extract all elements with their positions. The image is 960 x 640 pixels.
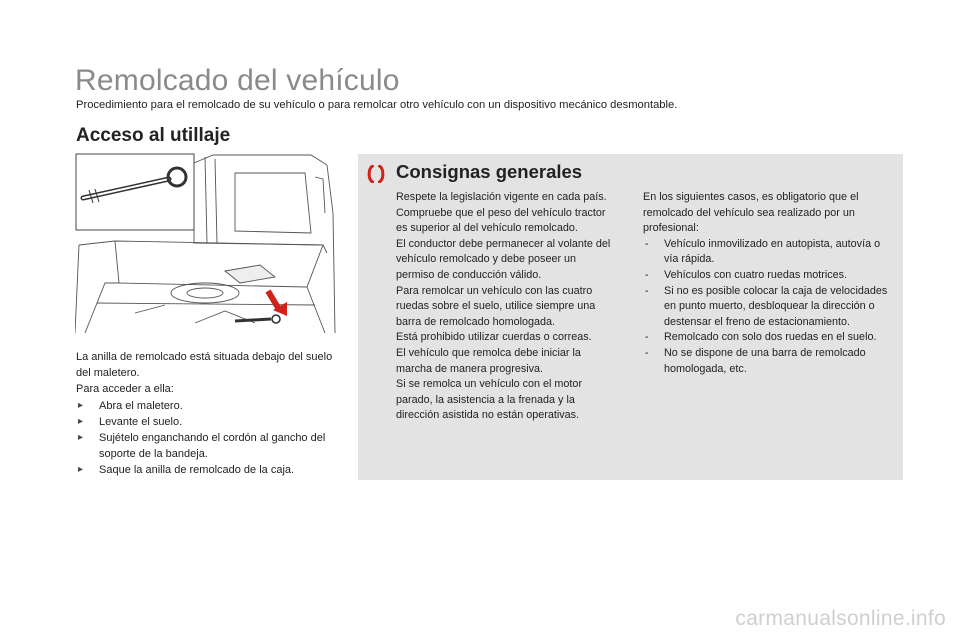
rule-paragraph: Está prohibido utilizar cuerdas o correas. [396,331,592,344]
triangle-right-icon: ▸ [78,415,84,427]
double-warning-icon [366,165,386,183]
triangle-right-icon: ▸ [78,432,84,444]
list-item: ▸ Abra el maletero. [76,398,338,414]
inset-towing-eye [76,154,194,230]
rule-paragraph: El vehículo que remolca debe iniciar la marcha de manera progresiva. [396,346,581,375]
list-item: - No se dispone de una barra de remolcado homologada, etc. [645,346,866,375]
general-rules-column [396,190,611,424]
red-arrow-icon [268,291,287,316]
list-item: ▸ Saque la anilla de remolcado de la caja. [76,462,338,478]
trunk-illustration [75,153,337,338]
section-title-access: Acceso al utillaje [76,125,231,146]
list-item: - Vehículo inmovilizado en autopista, autovía o vía rápida. [645,237,881,266]
rule-paragraph: Respete la legislación vigente en cada país. [396,191,607,203]
access-intro: La anilla de remolcado está situada debajo del suelo del maletero. [76,351,333,380]
dash-glyph: - [645,346,649,359]
cases-intro: En los siguientes casos, es obligatorio que el remolcado del vehículo sea realizado por un profesional: [643,191,859,235]
access-instructions [76,349,338,479]
dash-glyph: - [645,268,649,281]
watermark: carmanualsonline.info [735,607,946,630]
page-subtitle: Procedimiento para el remolcado de su vehículo o para remolcar otro vehículo con un dispositivo mecánico desmontable. [76,99,678,111]
rule-paragraph: Para remolcar un vehículo con las cuatro ruedas sobre el suelo, utilice siempre una barra de remolcado homologada. [396,284,596,328]
dash-glyph: - [645,331,649,344]
list-item: - Remolcado con solo dos ruedas en el suelo. [643,330,895,346]
rule-paragraph: El conductor debe permanecer al volante del vehículo remolcado y debe poseer un permiso de conducción válido. [396,237,611,281]
list-item: - Si no es posible colocar la caja de velocidades en punto muerto, desbloquear la dirección o destensar el freno de estacionamiento. [645,284,888,328]
rule-paragraph: Si se remolca un vehículo con el motor parado, la asistencia a la frenada y la dirección asistida no están operativas. [396,378,583,422]
box-title: Consignas generales [396,161,583,182]
rule-paragraph: Compruebe que el peso del vehículo tractor es superior al del vehículo remolcado. [396,206,606,235]
list-item: - Vehículos con cuatro ruedas motrices. [643,268,895,284]
page-title: Remolcado del vehículo [75,64,400,97]
dash-glyph: - [645,237,649,250]
access-steps [76,398,338,479]
list-item: ▸ Levante el suelo. [76,414,338,430]
access-lead: Para acceder a ella: [76,383,174,396]
triangle-right-icon: ▸ [78,399,84,411]
dash-glyph: - [645,284,649,297]
cases-list [643,237,895,377]
triangle-right-icon: ▸ [78,464,84,476]
list-item: ▸ Sujételo enganchando el cordón al gancho del soporte de la bandeja. [78,432,326,461]
towing-eye-in-trunk [235,315,280,323]
professional-cases-column [643,190,895,377]
